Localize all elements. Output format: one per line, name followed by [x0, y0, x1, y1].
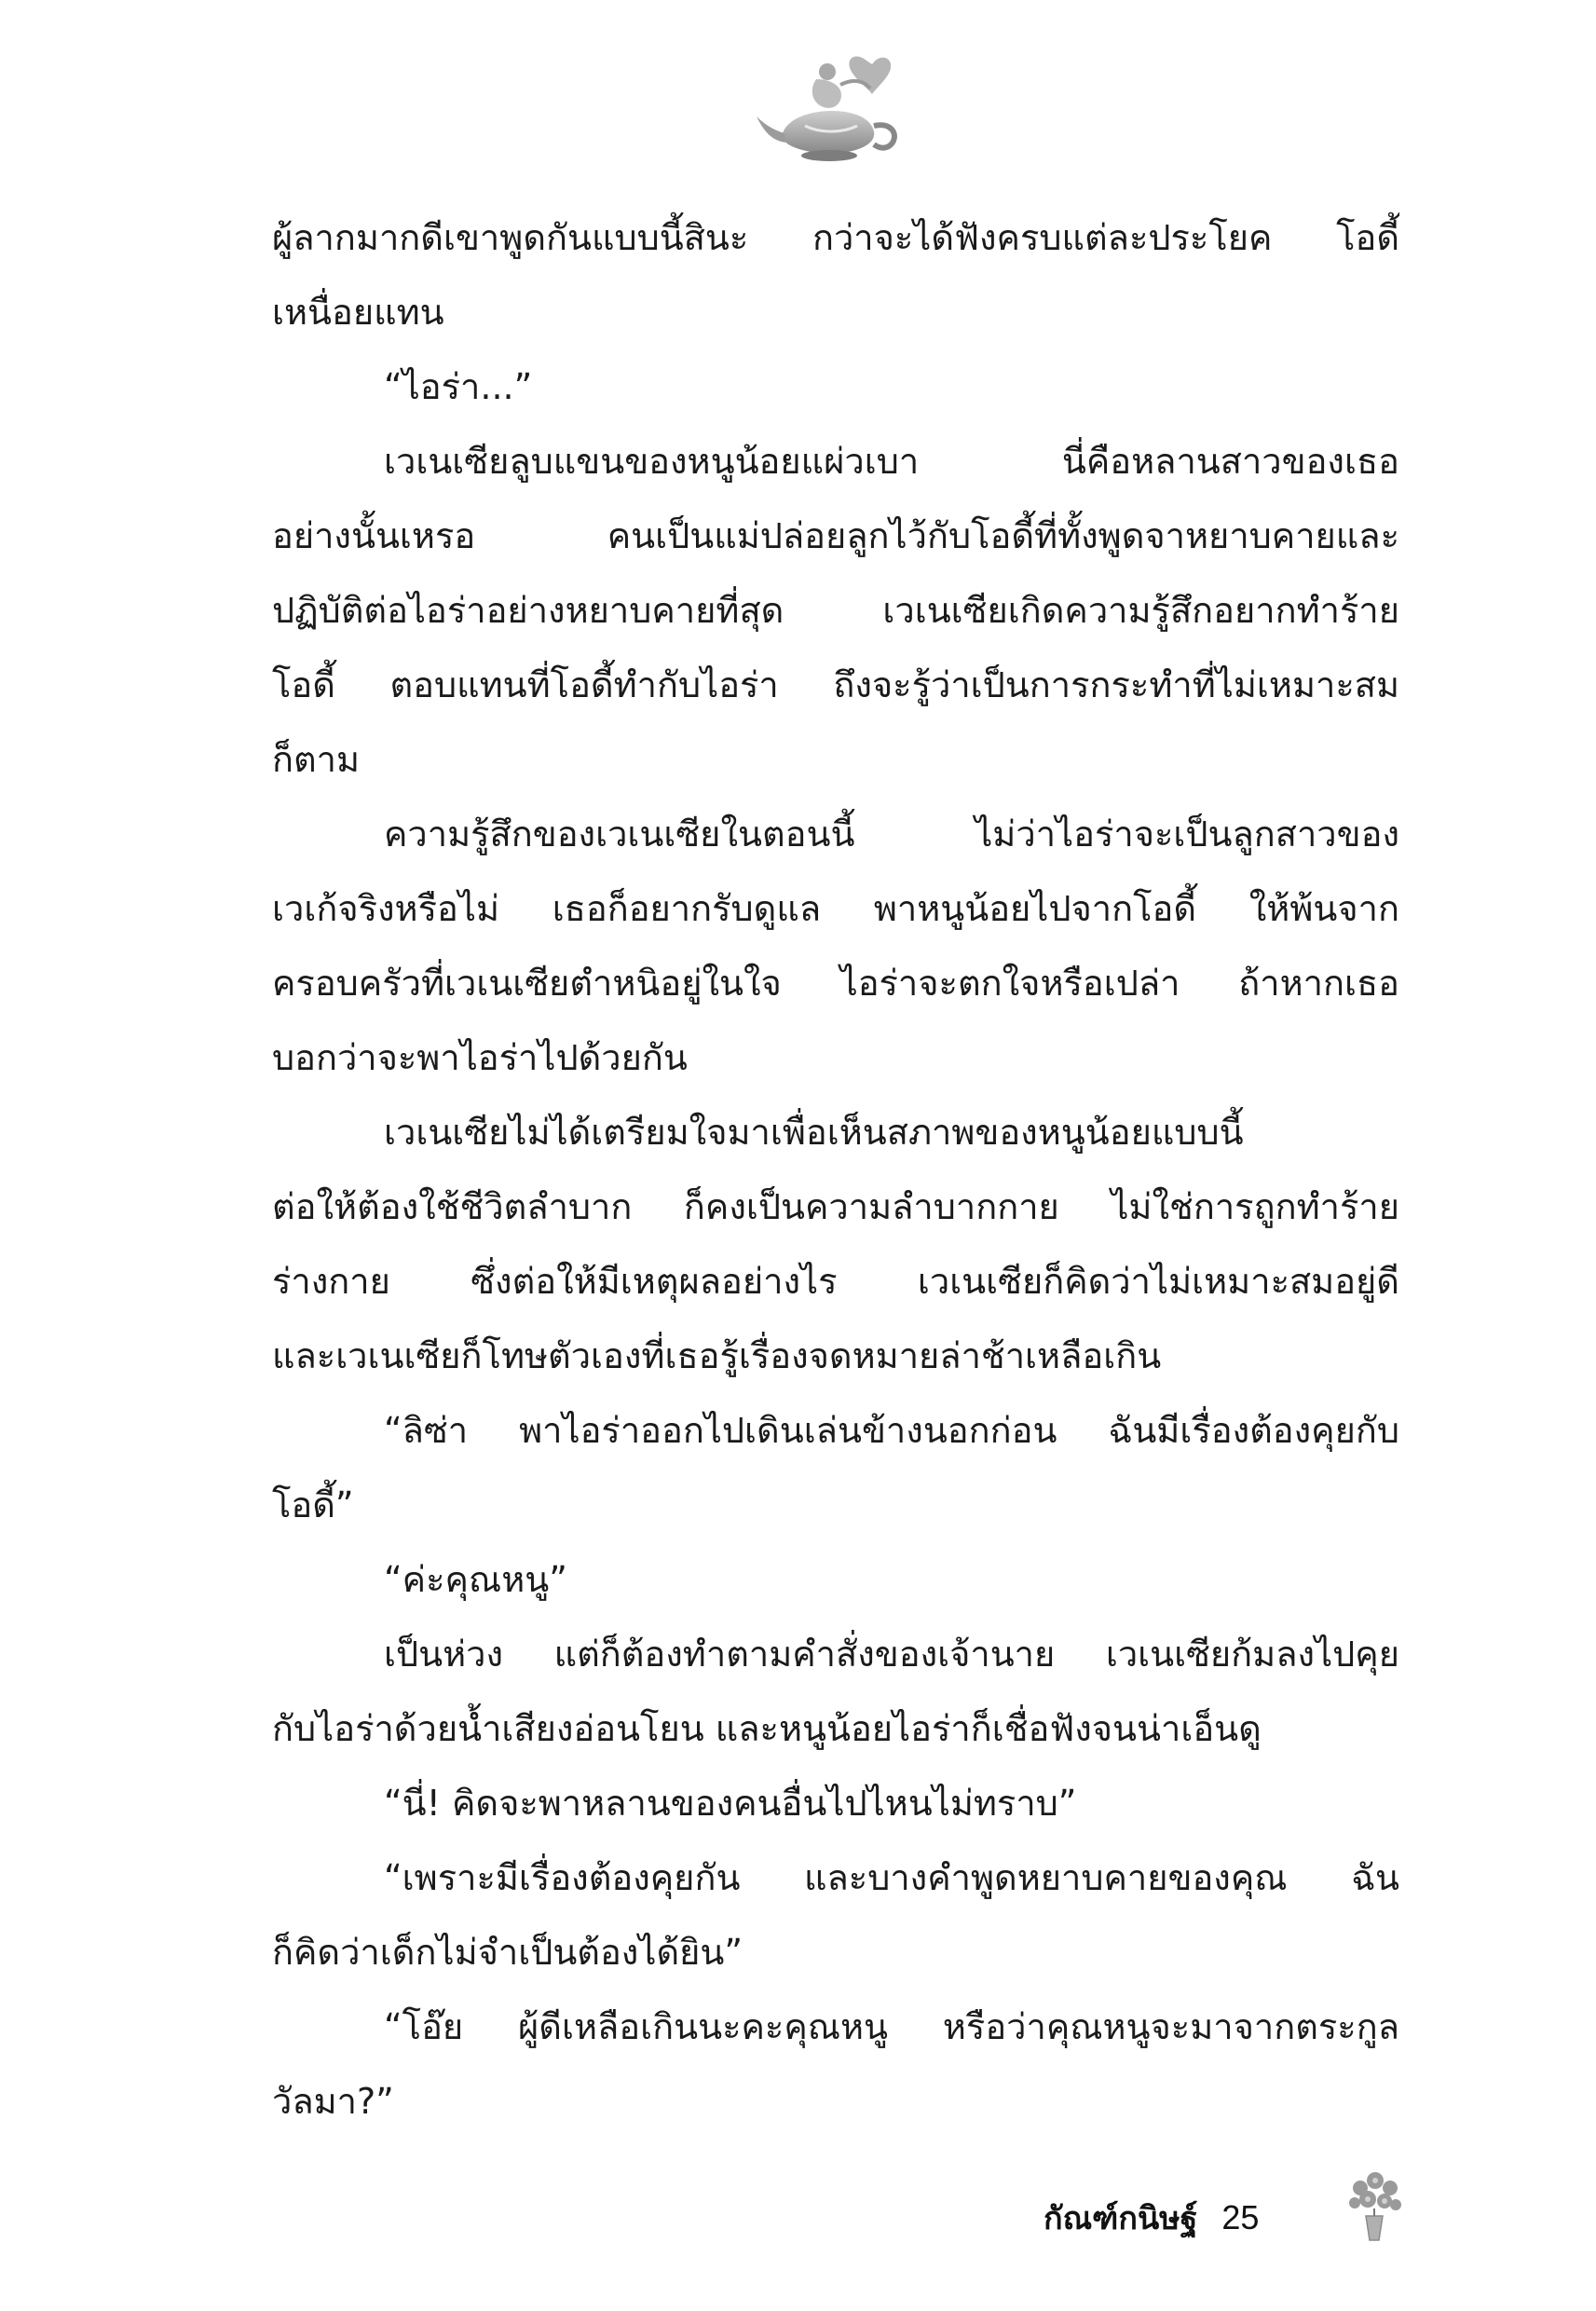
text-line: “ไอร่า...” [384, 366, 533, 407]
text-line: กับไอร่าด้วยน้ำเสียงอ่อนโยน และหนูน้อยไอร่าก็เชื่อฟังจนน่าเอ็นดู [272, 1708, 1262, 1749]
page-number: 25 [1221, 2198, 1260, 2236]
text-line: ร่างกาย ซึ่งต่อให้มีเหตุผลอย่างไร เวเนเซียก็คิดว่าไม่เหมาะสมอยู่ดี [272, 1261, 1399, 1302]
flower-ornament-icon [1342, 2171, 1407, 2246]
text-line: เป็นห่วง แต่ก็ต้องทำตามคำสั่งของเจ้านาย เวเนเซียก้มลงไปคุย [384, 1634, 1399, 1675]
text-line: ครอบครัวที่เวเนเซียตำหนิอยู่ในใจ ไอร่าจะตกใจหรือเปล่า ถ้าหากเธอ [272, 963, 1399, 1004]
text-line: ก็ตาม [272, 739, 361, 780]
text-line: “นี่! คิดจะพาหลานของคนอื่นไปไหนไม่ทราบ” [384, 1783, 1077, 1824]
text-line: ความรู้สึกของเวเนเซียในตอนนี้ ไม่ว่าไอร่าจะเป็นลูกสาวของ [384, 814, 1399, 855]
text-line: ผู้ลากมากดีเขาพูดกันแบบนี้สินะ กว่าจะได้ฟังครบแต่ละประโยค โอดี้ [272, 217, 1399, 258]
body-text [272, 200, 1399, 2139]
text-line: เวเก้จริงหรือไม่ เธอก็อยากรับดูแล พาหนูน้อยไปจากโอดี้ ให้พ้นจาก [272, 888, 1399, 929]
text-line: ปฏิบัติต่อไอร่าอย่างหยาบคายที่สุด เวเนเซียเกิดความรู้สึกอยากทำร้าย [272, 590, 1399, 631]
text-line: โอดี้ ตอบแทนที่โอดี้ทำกับไอร่า ถึงจะรู้ว่าเป็นการกระทำที่ไม่เหมาะสม [272, 664, 1399, 705]
text-line: “ลิซ่า พาไอร่าออกไปเดินเล่นข้างนอกก่อน ฉันมีเรื่องต้องคุยกับ [384, 1410, 1399, 1451]
text-line: ก็คิดว่าเด็กไม่จำเป็นต้องได้ยิน” [272, 1932, 743, 1973]
text-line: “ค่ะคุณหนู” [384, 1559, 567, 1600]
text-line: “เพราะมีเรื่องต้องคุยกัน และบางคำพูดหยาบคายของคุณ ฉัน [384, 1857, 1399, 1898]
text-line: เวเนเซียไม่ได้เตรียมใจมาเพื่อเห็นสภาพของหนูน้อยแบบนี้ [384, 1112, 1244, 1153]
text-line: และเวเนเซียก็โทษตัวเองที่เธอรู้เรื่องจดหมายล่าช้าเหลือเกิน [272, 1335, 1162, 1376]
page-footer [1044, 2190, 1259, 2246]
text-line: เวเนเซียลูบแขนของหนูน้อยแผ่วเบา นี่คือหลานสาวของเธอ [384, 441, 1399, 482]
book-title: กัณฑ์กนิษฐ์ [1044, 2200, 1198, 2237]
text-line: บอกว่าจะพาไอร่าไปด้วยกัน [272, 1037, 688, 1078]
text-line: โอดี้” [272, 1484, 354, 1525]
text-line: อย่างนั้นเหรอ คนเป็นแม่ปล่อยลูกไว้กับโอดี้ที่ทั้งพูดจาหยาบคายและ [272, 515, 1399, 556]
text-line: เหนื่อยแทน [272, 292, 444, 333]
text-line: ต่อให้ต้องใช้ชีวิตลำบาก ก็คงเป็นความลำบากกาย ไม่ใช่การถูกทำร้าย [272, 1186, 1399, 1227]
teapot-ornament-icon [755, 51, 904, 177]
text-line: วัลมา?” [272, 2081, 394, 2122]
text-line: “โอ๊ย ผู้ดีเหลือเกินนะคะคุณหนู หรือว่าคุณหนูจะมาจากตระกูล [384, 2006, 1399, 2047]
